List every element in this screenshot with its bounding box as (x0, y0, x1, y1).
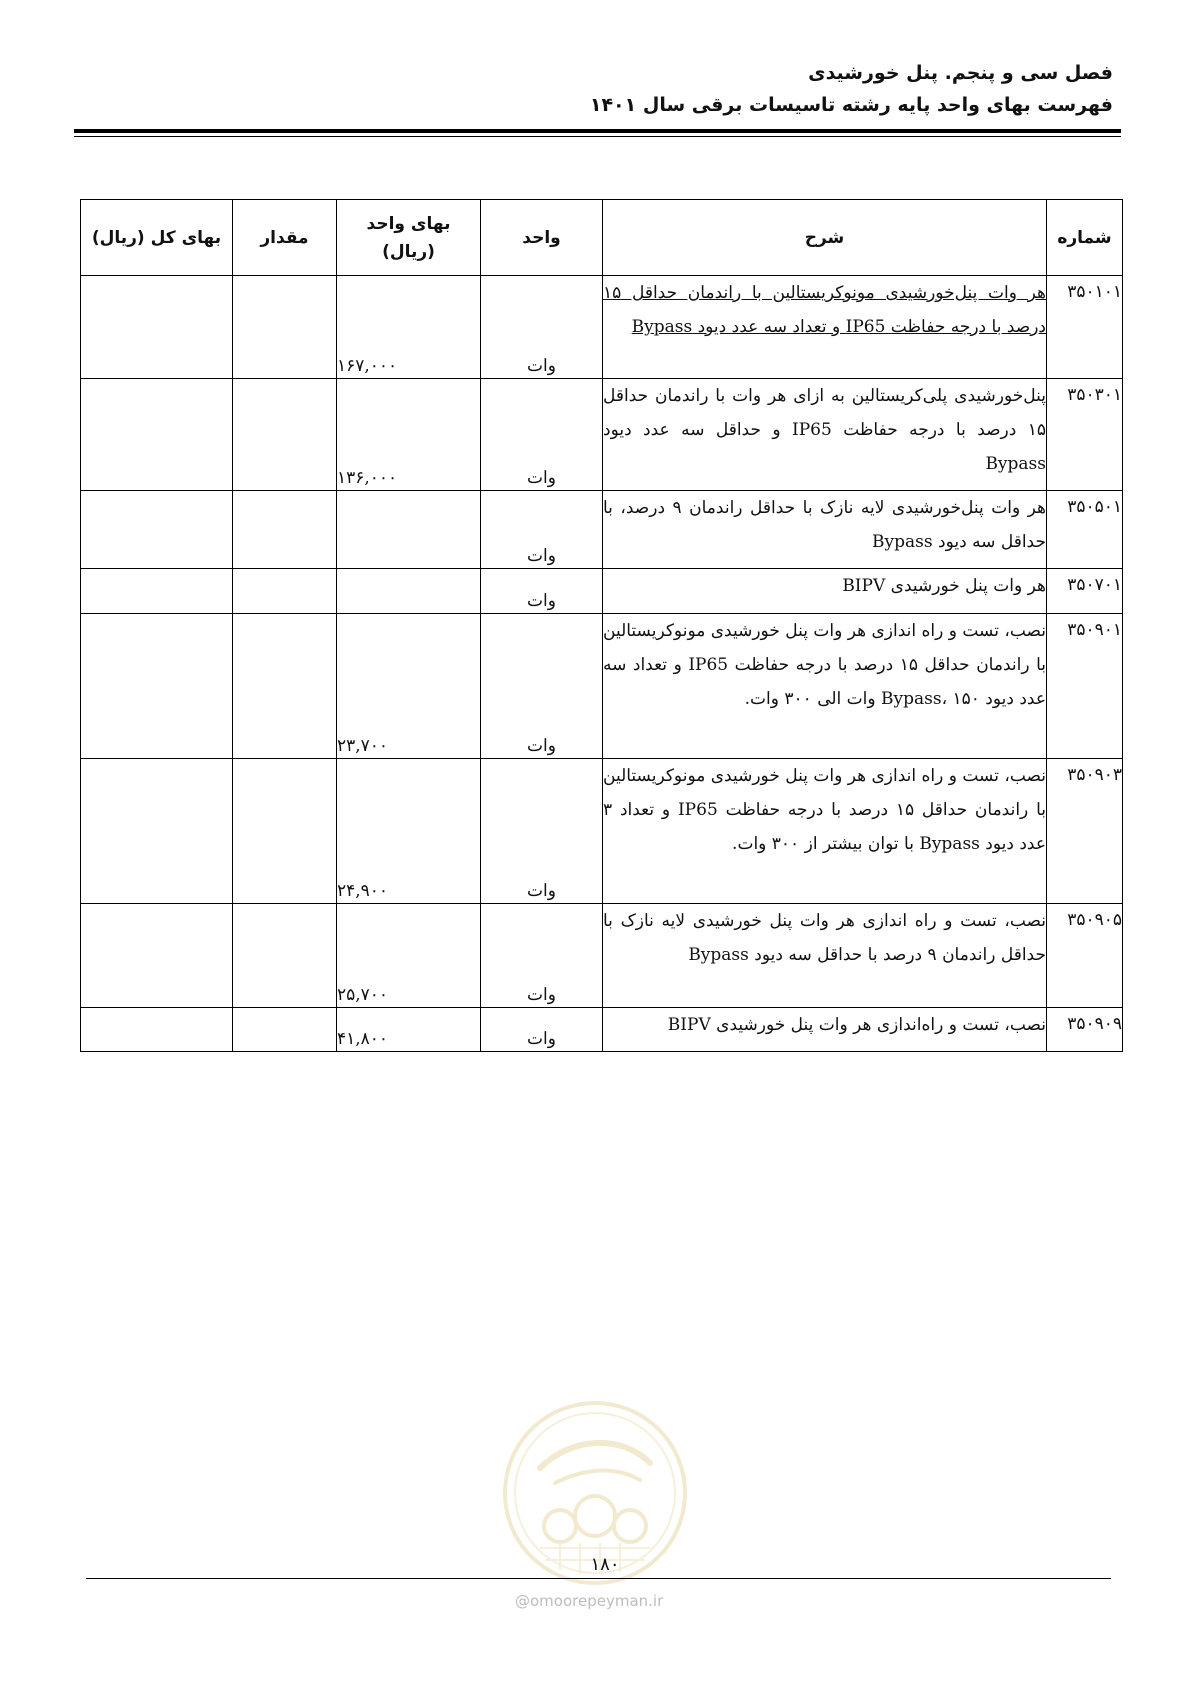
row-quantity (233, 276, 337, 379)
price-list-title: فهرست بهای واحد پایه رشته تاسیسات برقی سال ۱۴۰۱ (589, 94, 1113, 116)
row-unit-price: ۲۳,۷۰۰ (337, 614, 481, 759)
row-unit-price: ۱۳۶,۰۰۰ (337, 379, 481, 491)
row-code: ۳۵۰۹۰۳ (1047, 759, 1123, 904)
row-quantity (233, 614, 337, 759)
row-description: نصب، تست و راه اندازی هر وات پنل خورشیدی مونوکریستالین با راندمان حداقل ۱۵ درصد با درجه حفاظت IP65 و تعداد ۳ عدد دیود Bypass با توان بیشتر از ۳۰۰ وات. (603, 759, 1047, 904)
row-total (81, 276, 233, 379)
row-total (81, 491, 233, 569)
table-row (81, 276, 1123, 379)
row-unit: وات (481, 569, 603, 614)
column-header-code: شماره (1047, 200, 1123, 276)
row-code: ۳۵۰۳۰۱ (1047, 379, 1123, 491)
header-rule-thin (74, 136, 1121, 137)
row-quantity (233, 569, 337, 614)
row-unit-price: ۱۶۷,۰۰۰ (337, 276, 481, 379)
row-code: ۳۵۰۵۰۱ (1047, 491, 1123, 569)
row-description: پنل‌خورشیدی پلی‌کریستالین به ازای هر وات با راندمان حداقل ۱۵ درصد با درجه حفاظت IP65 و حداقل سه عدد دیود Bypass (603, 379, 1047, 491)
footer-website: @omoorepeyman.ir (515, 1592, 664, 1610)
row-unit-price (337, 569, 481, 614)
row-total (81, 379, 233, 491)
row-total (81, 904, 233, 1008)
unit-price-header-line1: بهای واحد (366, 213, 451, 234)
row-unit: وات (481, 1008, 603, 1052)
chapter-title: فصل سی و پنجم. پنل خورشیدی (808, 62, 1113, 84)
row-unit-price: ۲۵,۷۰۰ (337, 904, 481, 1008)
row-quantity (233, 759, 337, 904)
row-code: ۳۵۰۹۰۵ (1047, 904, 1123, 1008)
row-total (81, 614, 233, 759)
row-unit-price (337, 491, 481, 569)
row-unit: وات (481, 276, 603, 379)
table-row (81, 491, 1123, 569)
row-code: ۳۵۰۷۰۱ (1047, 569, 1123, 614)
table-row (81, 904, 1123, 1008)
table-row (81, 1008, 1123, 1052)
column-header-unit-price (337, 200, 481, 276)
row-unit-price: ۲۴,۹۰۰ (337, 759, 481, 904)
row-unit: وات (481, 491, 603, 569)
table-header-row (81, 200, 1123, 276)
column-header-total: بهای کل (ریال) (81, 200, 233, 276)
table-row (81, 759, 1123, 904)
page-number: ۱۸۰ (590, 1554, 620, 1575)
row-quantity (233, 379, 337, 491)
row-unit: وات (481, 379, 603, 491)
row-unit-price: ۴۱,۸۰۰ (337, 1008, 481, 1052)
row-description: نصب، تست و راه اندازی هر وات پنل خورشیدی لایه نازک با حداقل راندمان ۹ درصد با حداقل سه دیود Bypass (603, 904, 1047, 1008)
row-total (81, 759, 233, 904)
row-code: ۳۵۰۱۰۱ (1047, 276, 1123, 379)
unit-price-header-line2: (ریال) (382, 241, 435, 262)
footer-rule (86, 1578, 1111, 1579)
row-description: هر وات پنل‌خورشیدی لایه نازک با حداقل راندمان ۹ درصد، با حداقل سه دیود Bypass (603, 491, 1047, 569)
row-quantity (233, 1008, 337, 1052)
row-description: نصب، تست و راه‌اندازی هر وات پنل خورشیدی BIPV (603, 1008, 1047, 1052)
table-row (81, 379, 1123, 491)
row-unit: وات (481, 614, 603, 759)
column-header-unit: واحد (481, 200, 603, 276)
row-description-text: هر وات پنل‌خورشیدی مونوکریستالین با راندمان حداقل ۱۵ درصد با درجه حفاظت IP65 و تعداد سه عدد دیود Bypass (603, 283, 1046, 337)
table-row (81, 614, 1123, 759)
row-code: ۳۵۰۹۰۱ (1047, 614, 1123, 759)
column-header-description: شرح (603, 200, 1047, 276)
row-description (603, 276, 1047, 379)
row-quantity (233, 904, 337, 1008)
row-quantity (233, 491, 337, 569)
row-total (81, 569, 233, 614)
row-total (81, 1008, 233, 1052)
page-header (73, 58, 1113, 122)
row-description: نصب، تست و راه اندازی هر وات پنل خورشیدی مونوکریستالین با راندمان حداقل ۱۵ درصد با درجه حفاظت IP65 و تعداد سه عدد دیود Bypass، ۱۵۰ وات الی ۳۰۰ وات. (603, 614, 1047, 759)
column-header-quantity: مقدار (233, 200, 337, 276)
row-unit: وات (481, 904, 603, 1008)
row-code: ۳۵۰۹۰۹ (1047, 1008, 1123, 1052)
table-row (81, 569, 1123, 614)
row-unit: وات (481, 759, 603, 904)
price-table (80, 199, 1123, 1052)
header-rule-thick (74, 129, 1121, 133)
row-description: هر وات پنل خورشیدی BIPV (603, 569, 1047, 614)
